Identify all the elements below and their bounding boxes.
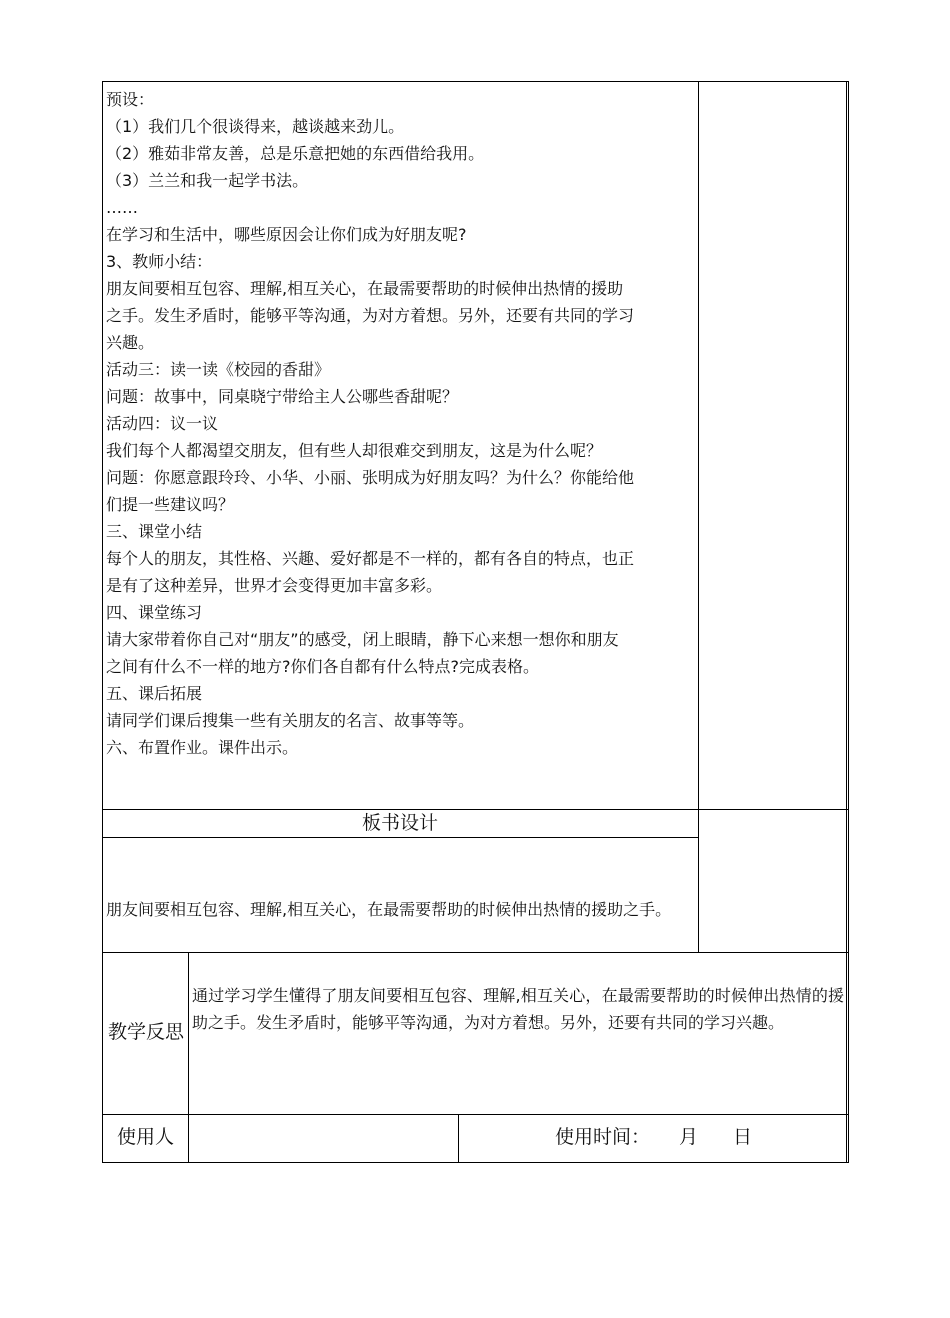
text-line: 三、课堂小结: [106, 522, 203, 541]
text-line: 问题：故事中，同桌晓宁带给主人公哪些香甜呢？: [106, 387, 459, 406]
table-border: [102, 837, 698, 838]
text-line: 兴趣。: [106, 333, 155, 352]
text-line: 四、课堂练习: [106, 603, 203, 622]
reflection-content: 通过学习学生懂得了朋友间要相互包容、理解,相互关心，在最需要帮助的时候伸出热情的援助之手。发生矛盾时，能够平等沟通，为对方着想。另外，还要有共同的学习兴趣。: [192, 986, 844, 1032]
table-border: [698, 81, 699, 953]
text-line: 每个人的朋友，其性格、兴趣、爱好都是不一样的，都有各自的特点，也正: [106, 549, 635, 568]
text-line: （2）雅茹非常友善，总是乐意把她的东西借给我用。: [106, 144, 485, 163]
table-border: [846, 81, 847, 1163]
table-border: [102, 1162, 849, 1163]
text-line: 问题：你愿意跟玲玲、小华、小丽、张明成为好朋友吗？为什么？你能给他: [106, 468, 635, 487]
text-line: （1）我们几个很谈得来，越谈越来劲儿。: [106, 117, 405, 136]
text-line: 我们每个人都渴望交朋友，但有些人却很难交到朋友，这是为什么呢？: [106, 441, 603, 460]
text-line: 请大家带着你自己对“朋友”的感受，闭上眼睛，静下心来想一想你和朋友: [106, 630, 619, 649]
text-line: 五、课后拓展: [106, 684, 203, 703]
month-label: 月: [679, 1126, 699, 1148]
text-line: 之手。发生矛盾时，能够平等沟通，为对方着想。另外，还要有共同的学习: [106, 306, 635, 325]
table-border: [458, 1114, 459, 1163]
table-border: [102, 81, 103, 1163]
table-border: [848, 81, 849, 1163]
text-line: 六、布置作业。课件出示。: [106, 738, 299, 757]
text-line: （3）兰兰和我一起学书法。: [106, 171, 309, 190]
text-line: 之间有什么不一样的地方?你们各自都有什么特点?完成表格。: [106, 657, 539, 676]
text-line: 3、教师小结：: [106, 252, 213, 271]
text-line: 朋友间要相互包容、理解,相互关心，在最需要帮助的时候伸出热情的援助: [106, 279, 624, 298]
text-line: 预设：: [106, 90, 155, 109]
user-label: 使用人: [116, 1126, 174, 1148]
text-line: 活动三：读一读《校园的香甜》: [106, 360, 331, 379]
text-line: 们提一些建议吗？: [106, 495, 235, 514]
text-line: 在学习和生活中，哪些原因会让你们成为好朋友呢?: [106, 225, 467, 244]
day-label: 日: [733, 1126, 753, 1148]
table-border: [102, 952, 849, 953]
table-border: [102, 81, 849, 82]
text-line: 是有了这种差异，世界才会变得更加丰富多彩。: [106, 576, 443, 595]
text-line: ……: [106, 198, 138, 217]
table-border: [102, 1114, 849, 1115]
text-line: 活动四：议一议: [106, 414, 219, 433]
board-design-content: 朋友间要相互包容、理解,相互关心，在最需要帮助的时候伸出热情的援助之手。: [106, 900, 672, 919]
text-line: 请同学们课后搜集一些有关朋友的名言、故事等等。: [106, 711, 475, 730]
board-design-title: 板书设计: [361, 812, 438, 834]
lesson-process-text: [106, 86, 698, 761]
reflection-label: 教学反思: [107, 1021, 184, 1043]
usage-time-label: 使用时间：: [555, 1126, 651, 1148]
